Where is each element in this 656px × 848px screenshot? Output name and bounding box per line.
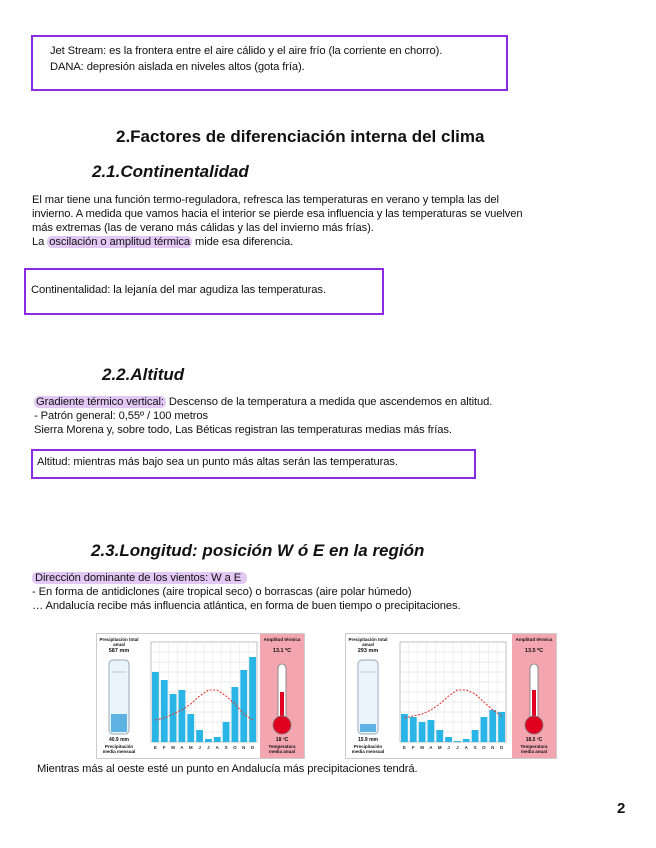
mean-temp-value: 18 ºC [275,737,289,743]
mean-temp-label: Temperatura media anual [520,744,548,754]
precip-total-value: 587 mm [108,648,130,654]
paragraph-line: - Patrón general: 0,55º / 100 metros [34,410,208,422]
month-label: J [456,745,459,750]
precip-monthly-label: Precipitación media mensual [351,744,385,754]
precip-bar [161,680,168,742]
precip-bar [187,714,194,742]
climograph-plot [141,638,265,754]
highlight-wind-direction: Dirección dominante de los vientos: W a E [32,572,247,584]
precip-bar [214,737,221,742]
month-label: E [402,745,406,750]
paragraph-line: Gradiente térmico vertical: Descenso de la temperatura a medida que ascendemos en altitud. [36,396,493,408]
precip-monthly-value: 40.9 mm [108,737,129,743]
subsection-2-2-title: 2.2.Altitud [102,365,185,384]
precip-total-label: Precipitación total anual [99,637,139,647]
precip-bar [152,672,159,742]
paragraph-line: Sierra Morena y, sobre todo, Las Béticas registran las temperaturas medias más frías. [34,424,452,436]
rain-gauge-icon [355,658,381,736]
jetstream-definition: Jet Stream: es la frontera entre el aire cálido y el aire frío (la corriente en chorro). [50,45,443,57]
month-label: D [250,745,255,750]
precip-bar [498,712,505,742]
paragraph-line: La oscilación o amplitud térmica mide esa diferencia. [32,236,294,248]
climograph-west [96,633,305,759]
month-label: S [224,745,228,750]
month-label: N [491,745,495,750]
precip-monthly-value: 15.9 mm [357,737,378,743]
month-label: M [420,745,424,750]
dana-definition: DANA: depresión aislada en niveles altos (gota fría). [50,61,305,73]
precip-bar [454,741,461,742]
climograph-east [345,633,557,759]
month-label: M [188,745,193,750]
section-2-title: 2.Factores de diferenciación interna del clima [116,127,485,146]
paragraph-line [32,571,632,585]
thermal-amplitude-value: 13.1 ºC [272,648,292,654]
highlight-thermal-gradient: Gradiente térmico vertical: [36,396,164,408]
month-label: J [207,745,210,750]
paragraph-line: … Andalucía recibe más influencia atlántica, en forma de buen tiempo o precipitaciones. [32,600,461,612]
precip-monthly-label: Precipitación media mensual [102,744,136,754]
thermal-amplitude-label: Amplitud térmica [263,637,301,642]
month-label: J [198,745,201,750]
precip-bar [240,670,247,742]
subsection-2-1-title: 2.1.Continentalidad [92,162,249,181]
longitude-paragraph [32,571,632,613]
precip-bar [472,730,479,742]
precip-bar [223,722,230,742]
precip-bar [481,717,488,742]
precip-total-value: 293 mm [357,648,379,654]
month-label: D [499,745,504,750]
precip-bar [489,710,496,742]
highlight-thermal-amplitude: oscilación o amplitud térmica [49,236,191,248]
thermal-amplitude-label: Amplitud térmica [515,637,553,642]
precip-bar [463,739,470,742]
month-label: M [171,745,175,750]
month-label: N [242,745,246,750]
thermometer-icon [521,662,547,736]
climograph-plot [390,638,514,754]
precip-bar [401,714,408,742]
month-label: O [482,745,486,750]
month-label: E [153,745,157,750]
thermometer-icon [269,662,295,736]
conclusion-text: Mientras más al oeste esté un punto en Andalucía más precipitaciones tendrá. [37,763,418,775]
precip-bar [410,717,417,742]
thermal-amplitude-value: 13.5 ºC [524,648,544,654]
paragraph-line: - En forma de antidiclones (aire tropical seco) o borrascas (aire polar húmedo) [32,586,412,598]
month-label: A [180,745,184,750]
precip-bar [170,694,177,742]
paragraph-line: más extremas (las de verano más cálidas y las del invierno más frías). [32,222,374,234]
rain-gauge-icon [106,658,132,736]
precip-bar [445,737,452,742]
continentality-summary: Continentalidad: la lejanía del mar agudiza las temperaturas. [31,284,326,296]
month-label: A [464,745,468,750]
precip-bar [428,720,435,742]
precip-bar [249,657,256,742]
month-label: A [429,745,433,750]
month-label: A [215,745,219,750]
mean-temp-value: 18.5 ºC [525,737,543,743]
precip-bar [179,690,186,742]
page-number: 2 [617,800,626,817]
precip-bar [196,730,203,742]
continentality-paragraph [32,193,632,249]
month-label: M [437,745,442,750]
month-label: S [473,745,477,750]
precip-total-label: Precipitación total anual [348,637,388,647]
precip-bar [205,739,212,742]
paragraph-line: invierno. A medida que vamos hacia el interior se pierde esa influencia y las temperaturas se vuelven [32,208,523,220]
altitude-paragraph [34,395,634,437]
month-label: F [162,745,166,750]
precip-bar [436,730,443,742]
month-label: O [233,745,237,750]
precip-bar [232,687,239,742]
precip-bar [419,722,426,742]
paragraph-line: El mar tiene una función termo-reguladora, refresca las temperaturas en verano y templa las del [32,194,499,206]
month-label: J [447,745,450,750]
altitude-summary: Altitud: mientras más bajo sea un punto más altas serán las temperaturas. [37,456,398,468]
subsection-2-3-title: 2.3.Longitud: posición W ó E en la región [91,541,425,560]
month-label: F [411,745,415,750]
mean-temp-label: Temperatura media anual [268,744,296,754]
